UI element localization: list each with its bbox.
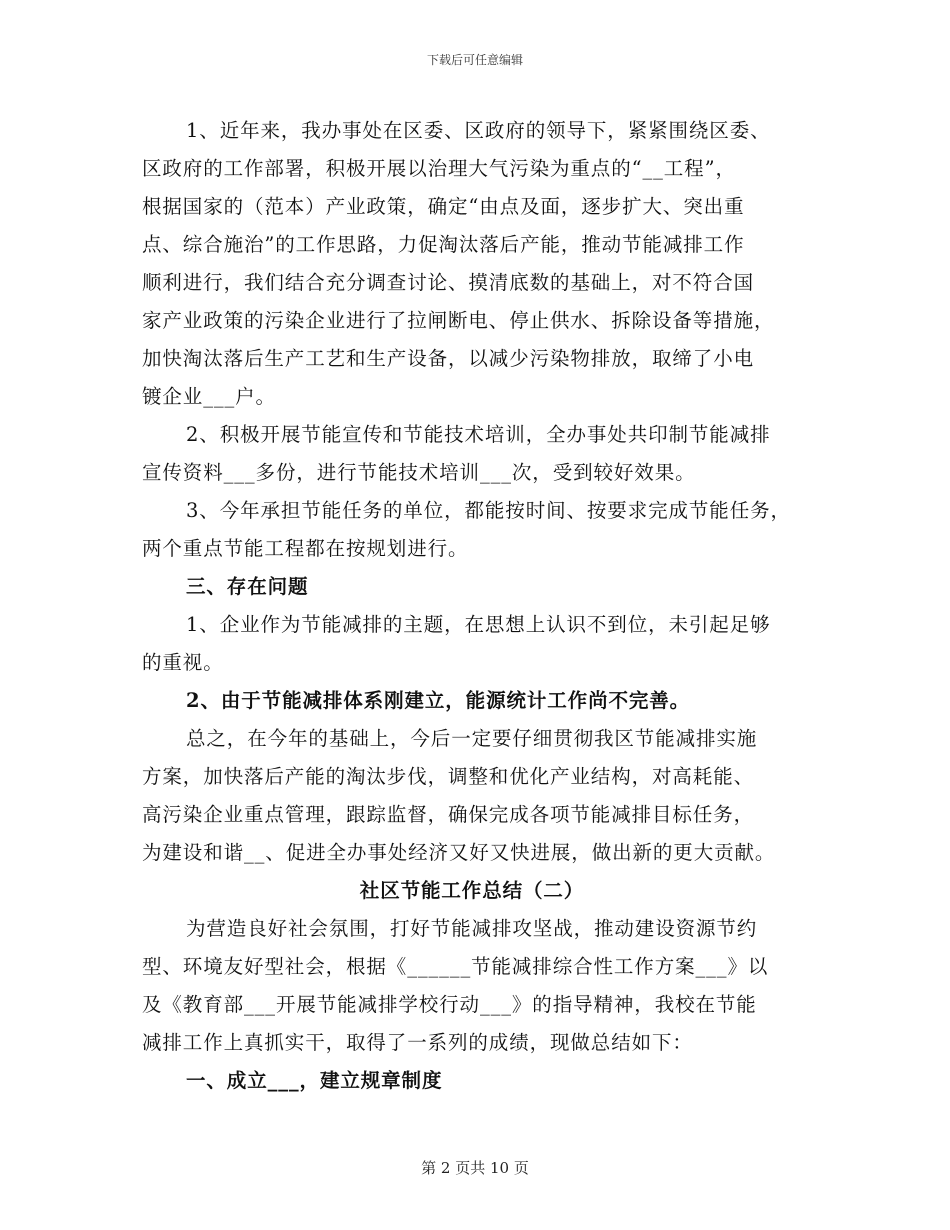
paragraph-line: 型、环境友好型社会，根据《______节能减排综合性工作方案___》以 — [142, 955, 769, 978]
section-heading: 三、存在问题 — [186, 575, 309, 598]
paragraph-line: 根据国家的（范本）产业政策，确定“由点及面，逐步扩大、突出重 — [142, 195, 745, 218]
paragraph-line: 宣传资料___多份，进行节能技术培训___次，受到较好效果。 — [142, 461, 696, 484]
paragraph-line: 及《教育部___开展节能减排学校行动___》的指导精神，我校在节能 — [142, 993, 757, 1016]
paragraph-line: 点、综合施治”的工作思路，力促淘汰落后产能，推动节能减排工作 — [142, 233, 745, 256]
bold-paragraph-line: 2、由于节能减排体系刚建立，能源统计工作尚不完善。 — [186, 689, 691, 712]
section-heading: 一、成立___，建立规章制度 — [186, 1069, 443, 1092]
paragraph-line: 顺利进行，我们结合充分调查讨论、摸清底数的基础上，对不符合国 — [142, 271, 755, 294]
paragraph-line: 为建设和谐__、促进全办事处经济又好又快进展，做出新的更大贡献。 — [142, 841, 776, 864]
paragraph-line: 总之，在今年的基础上，今后一定要仔细贯彻我区节能减排实施 — [186, 727, 758, 750]
paragraph-line: 两个重点节能工程都在按规划进行。 — [142, 537, 469, 560]
paragraph-line: 加快淘汰落后生产工艺和生产设备，以减少污染物排放，取缔了小电 — [142, 347, 755, 370]
page-footer: 第 2 页共 10 页 — [421, 1159, 529, 1177]
paragraph-line: 3、今年承担节能任务的单位，都能按时间、按要求完成节能任务， — [186, 499, 791, 522]
page-header: 下载后可任意编辑 — [426, 53, 523, 67]
paragraph-line: 1、企业作为节能减排的主题，在思想上认识不到位，未引起足够 — [186, 613, 771, 636]
paragraph-line: 2、积极开展节能宣传和节能技术培训，全办事处共印制节能减排 — [186, 423, 771, 446]
paragraph-line: 的重视。 — [142, 651, 224, 674]
paragraph-line: 1、近年来，我办事处在区委、区政府的领导下，紧紧围绕区委、 — [186, 119, 771, 142]
paragraph-line: 区政府的工作部署，积极开展以治理大气污染为重点的“__工程”， — [142, 157, 736, 180]
document-title: 社区节能工作总结（二） — [359, 879, 585, 902]
paragraph-line: 为营造良好社会氛围，打好节能减排攻坚战，推动建设资源节约 — [186, 917, 758, 940]
paragraph-line: 方案，加快落后产能的淘汰步伐，调整和优化产业结构，对高耗能、 — [142, 765, 755, 788]
document-body — [142, 112, 802, 1100]
paragraph-line: 高污染企业重点管理，跟踪监督，确保完成各项节能减排目标任务， — [142, 803, 755, 826]
paragraph-line: 减排工作上真抓实干，取得了一系列的成绩，现做总结如下： — [142, 1031, 693, 1054]
paragraph-line: 镀企业___户。 — [142, 385, 276, 408]
paragraph-line: 家产业政策的污染企业进行了拉闸断电、停止供水、拆除设备等措施， — [142, 309, 775, 332]
